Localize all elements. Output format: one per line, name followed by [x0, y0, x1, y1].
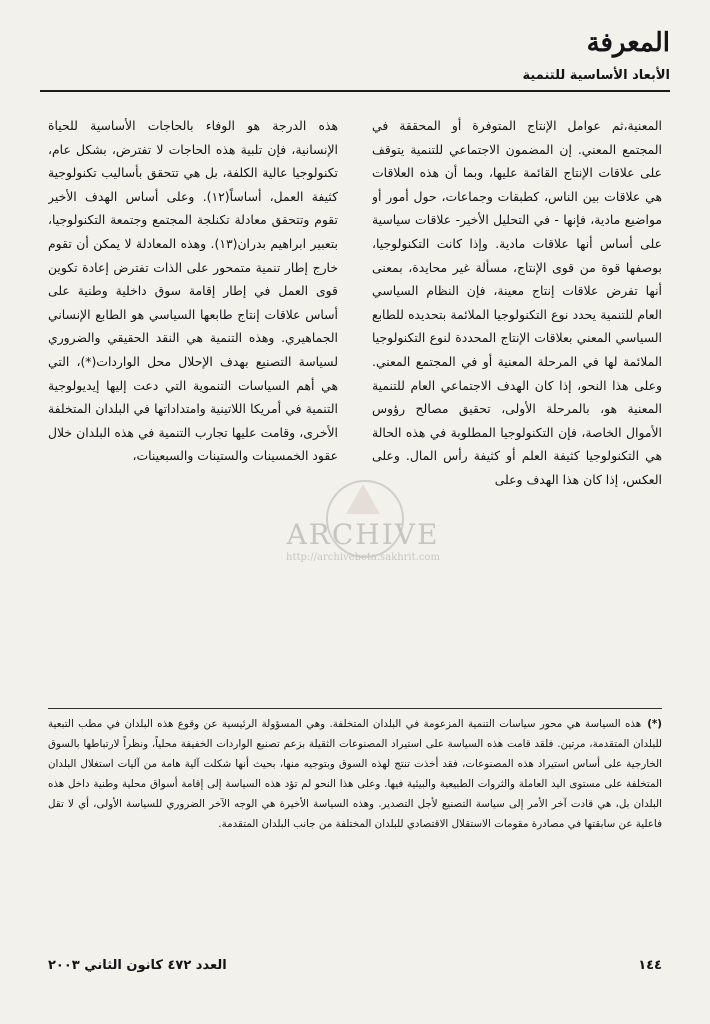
header-divider [40, 90, 670, 92]
column-left [48, 114, 338, 702]
watermark-name: ARCHIVE [286, 518, 440, 551]
page-header [40, 20, 670, 92]
column-right [372, 114, 662, 702]
footnote-marker: (*) [647, 718, 662, 730]
footnote-paragraph [48, 714, 662, 834]
watermark-url: http://archivebeta.sakhrit.com [286, 552, 440, 563]
footnote [48, 714, 662, 936]
body-columns [48, 114, 662, 702]
footnote-text: هذه السياسة هي محور سياسات التنمية المزعومة في البلدان المتخلفة. وهي المسؤولة الرئيسية عن وقوع هذه البلدان في مطب التبعية للبلدان المتقدمة، مرتين. فلقد قامت هذه السياسة على استيراد المصنوعات الثقيلة بزعم تصنيع الواردات الخفيفة محلياً، ونظراً لارتباطها بالسوق الخارجية على أساس استيراد هذه المصنوعات، فقد أخذت تنتج لهذه السوق وبتوجيه منها، بحيث أنها شكلت آلية هامة من آليات استغلال البلدان المتخلفة على مستوى اليد العاملة والثروات الطبيعية والبيئية فيها. وعلى هذا النحو لم تؤد هذه السياسة إلى إقامة أسواق محلية وطنية داخل هذه البلدان بل، هي قادت آخر الأمر إلى سياسة التصنيع لأجل التصدير. وهذه السياسة الأخيرة هي الوجه الآخر الضروري للسياسة الأولى، أي لا تقل فاعلية عن سابقتها في مصادرة مقومات الاستقلال الاقتصادي للبلدان المختلفة من جانب البلدان المتقدمة. [48, 718, 662, 830]
column-right-text: المعنية،ثم عوامل الإنتاج المتوفرة أو المحققة في المجتمع المعني. إن المضمون الاجتماعي للتنمية يتوقف على علاقات الإنتاج القائمة عليها، وبما أن هذه العلاقات هي علاقات بين الناس، كطبقات وجماعات، حول أمور أو مواضيع مادية، فإنها - في التحليل الأخير- علاقات سياسية على أساس أنها علاقات مادية. وإذا كانت التكنولوجيا، بوصفها قوة من قوى الإنتاج، مسألة غير محايدة، بمعنى أنها تفرض علاقات إنتاج معينة، فإن النظام السياسي العام للتنمية يحدد نوع التكنولوجيا الملائمة بتحديده للطابع السياسي المعني بعلاقات الإنتاج المحددة لنوع التكنولوجيا الملائمة لها في المرحلة المعنية أو في المجتمع المعني. وعلى هذا النحو، إذا كان الهدف الاجتماعي العام للتنمية المعنية هو، بالمرحلة الأولى، تحقيق مصالح رؤوس الأموال الخاصة، فإن التكنولوجيا المطلوبة في هذه الحالة هي التكنولوجيا كثيفة العلم أو كثيفة رأس المال. وعلى العكس، إذا كان هذا الهدف وعلى [372, 118, 662, 487]
running-title: الأبعاد الأساسية للتنمية [522, 68, 670, 83]
page-number: ١٤٤ [638, 958, 662, 973]
footnote-divider [48, 708, 662, 709]
column-left-text: هذه الدرجة هو الوفاء بالحاجات الأساسية للحياة الإنسانية، فإن تلبية هذه الحاجات لا تفترض، بشكل عام، تكنولوجيا عالية الكلفة، بل هي تتحقق بأساليب تكنولوجية كثيفة العمل، أساساً(١٢). وعلى أساس الهدف الأخير تقوم وتتحقق معادلة تكنلجة المجتمع وجتمعة التكنولوجيا، بتعبير ابراهيم بدران(١٣). وهذه المعادلة لا يمكن أن تقوم خارج إطار تنمية متمحور على الذات تفترض إعادة تكوين قوى العمل في إطار إقامة سوق داخلية وطنية على أساس علاقات إنتاج طابعها السياسي هو الطابع الإنساني الجماهيري. وهذه التنمية هي النقد الحقيقي والضروري لسياسة التصنيع بهدف الإحلال محل الواردات(*)، التي هي أهم السياسات التنموية التي دعت إليها إيديولوجية التنمية في أمريكا اللاتينية وامتداداتها في البلدان المتخلفة الأخرى، وقامت عليها تجارب التنمية في هذه البلدان خلال عقود الخمسينات والستينات والسبعينات، [48, 118, 338, 464]
magazine-logo: المعرفة [586, 28, 670, 58]
issue-info: العدد ٤٧٢ كانون الثاني ٢٠٠٣ [48, 958, 227, 973]
page-footer [48, 958, 662, 982]
